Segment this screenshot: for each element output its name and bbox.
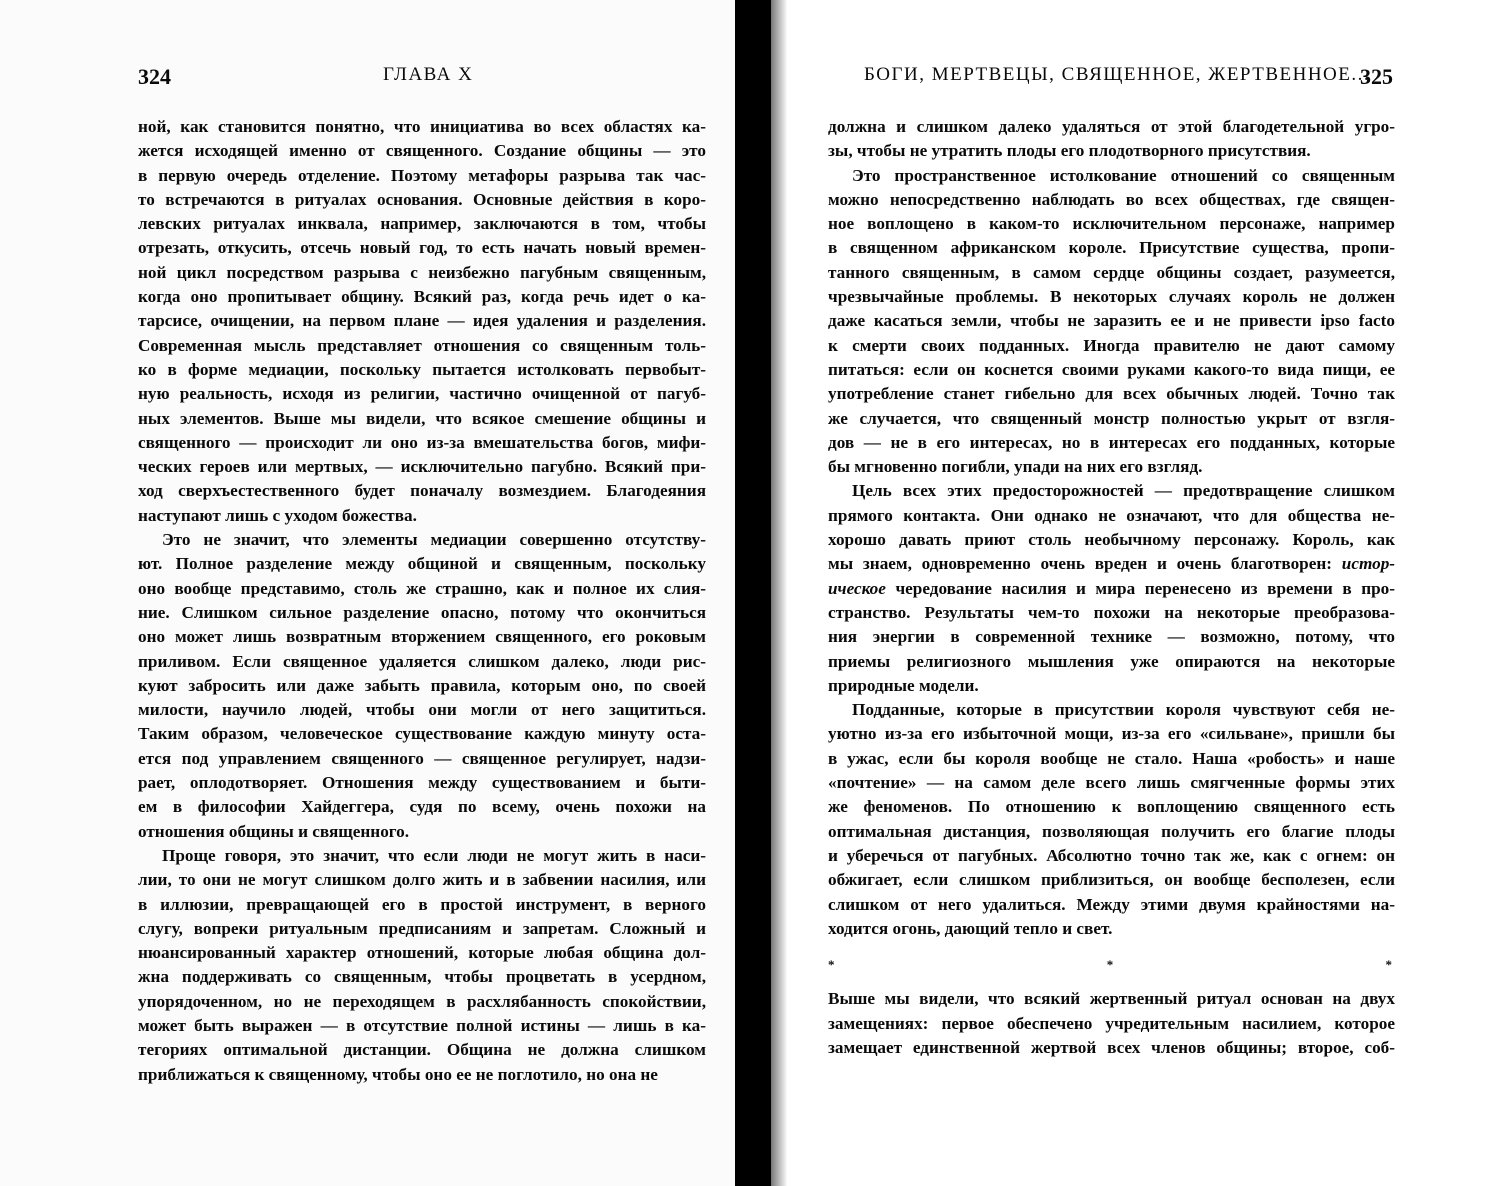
right-page	[752, 0, 1504, 1186]
text-line: приближаться к священному, чтобы оно ее не поглотило, но она не	[138, 1064, 658, 1084]
text-line: же феноменов. По отношению к воплощению священного есть	[828, 797, 1395, 817]
text-line: наступают лишь с уходом божества.	[138, 505, 417, 525]
text-line: Это пространственное истолкование отношений со священным	[852, 165, 1395, 185]
text-line: Подданные, которые в присутствии короля чувствуют себя не-	[852, 700, 1395, 720]
text-line: ную реальность, исходя из религии, частично очищенной от пагуб-	[138, 384, 706, 404]
right-page-text	[828, 115, 1395, 1060]
text-line: слугу, вопреки ритуальным предписаниям и запретам. Сложный и	[138, 918, 706, 938]
text-line: зы, чтобы не утратить плоды его плодотворного присутствия.	[828, 141, 1311, 161]
text-line: можно непосредственно наблюдать во всех обществах, где священ-	[828, 189, 1395, 209]
text-line: природные модели.	[828, 675, 979, 695]
text-line: и уберечься от пагубных. Абсолютно точно так же, как с огнем: он	[828, 845, 1395, 865]
text-line: к смерти своих подданных. Иногда правителю не дают самому	[828, 335, 1395, 355]
text-line: должна и слишком далеко удаляться от этой благодетельной угро-	[828, 117, 1395, 136]
text-line: уютно из-за его избыточной мощи, из-за его «сильване», пришли бы	[828, 724, 1395, 744]
text-line: обжигает, если слишком приблизиться, он вообще бесполезен, если	[828, 870, 1395, 890]
text-line: Выше мы видели, что всякий жертвенный ритуал основан на двух	[828, 989, 1395, 1009]
italic-word-cont: ическое	[828, 578, 886, 598]
text-line: ных элементов. Выше мы видели, что всякое смешение общины и	[138, 408, 706, 428]
text-line: чрезвычайные проблемы. В некоторых случаях король не должен	[828, 287, 1395, 307]
text-line: ния энергии в современной технике — возможно, потому, что	[828, 627, 1395, 647]
text-line: дов — не в его интересах, но в интересах его подданных, которые	[828, 432, 1395, 452]
text-line: отношения общины и священного.	[138, 821, 410, 841]
text-line: Цель всех этих предосторожностей — предотвращение слишком	[852, 481, 1395, 501]
text-line: приливом. Если священное удаляется слишком далеко, люди рис-	[138, 651, 706, 671]
text-line	[828, 552, 1395, 576]
text-line: слишком от него удалиться. Между этими двумя крайностями на-	[828, 894, 1395, 914]
text-line: Таким образом, человеческое существование каждую минуту оста-	[138, 724, 706, 744]
text-line: упорядоченном, но не переходящем в расхлябанность спокойствии,	[138, 991, 706, 1011]
text-line: ной цикл посредством разрыва с неизбежно пагубным священным,	[138, 262, 706, 282]
text-line: замещает единственной жертвой всех членов общины; второе, соб-	[828, 1037, 1395, 1057]
text-line: в священном африканском короле. Присутствие существа, пропи-	[828, 238, 1395, 258]
text-line: танного священным, в самом сердце общины создает, разумеется,	[828, 262, 1395, 282]
text-line: оно вообще представимо, столь же страшно, как и полное их слия-	[138, 578, 706, 598]
text-line: странство. Результаты чем-то похожи на некоторые преобразова-	[828, 602, 1395, 622]
text-line: ное воплощено в каком-то исключительном персонаже, например	[828, 214, 1395, 234]
left-page-number: 324	[138, 64, 171, 89]
text-line: в первую очередь отделение. Поэтому метафоры разрыва так час-	[138, 165, 706, 185]
text-line: ходится огонь, дающий тепло и свет.	[828, 918, 1113, 938]
text-line: тарсисе, очищении, на первом плане — идея удаления и разделения.	[138, 311, 706, 331]
text-line: прямого контакта. Они однако не означают, что для общества не-	[828, 505, 1395, 525]
text-line: ко в форме медиации, поскольку пытается истолковать первобыт-	[138, 359, 706, 379]
text-line: хорошо давать приют столь необычному персонажу. Король, как	[828, 530, 1395, 550]
text-line: рает, оплодотворяет. Отношения между существованием и быти-	[138, 773, 706, 793]
section-break: * * *	[828, 957, 1395, 973]
text-line: ем в философии Хайдеггера, судя по всему, очень похожи на	[138, 797, 706, 817]
italic-word: истор-	[1341, 554, 1396, 574]
text-line: ход сверхъестественного будет поначалу возмездием. Благодеяния	[138, 481, 706, 501]
text-line-part: чередование насилия и мира перенесено из времени в про-	[895, 578, 1395, 598]
text-line: употребление станет гибельно для всех обычных людей. Точно так	[828, 384, 1395, 404]
text-line: Проще говоря, это значит, что если люди не могут жить в наси-	[162, 845, 706, 865]
text-line: оно может лишь возвратным вторжением священного, его роковым	[138, 627, 706, 647]
text-line: бы мгновенно погибли, упади на них его взгляд.	[828, 457, 1203, 477]
text-line: нюансированный характер отношений, которые любая община дол-	[138, 943, 706, 963]
text-line: жется исходящей именно от священного. Создание общины — это	[138, 141, 706, 161]
text-line: священного — происходит ли оно из-за вмешательства богов, мифи-	[138, 432, 706, 452]
text-line: приемы религиозного мышления уже опираются на некоторые	[828, 651, 1395, 671]
right-page-number: 325	[1360, 64, 1393, 89]
text-line: отрезать, откусить, отсечь новый год, то есть начать новый времен-	[138, 238, 706, 258]
text-line: Это не значит, что элементы медиации совершенно отсутству-	[162, 530, 706, 550]
text-line: питаться: если он коснется своими руками какого-то вида пищи, ее	[828, 359, 1395, 379]
text-line: милости, научило людей, чтобы они могли от него защититься.	[138, 700, 706, 720]
text-line: куют забросить или даже забыть правила, которым оно, по своей	[138, 675, 706, 695]
text-line: ют. Полное разделение между общиной и священным, поскольку	[138, 554, 706, 574]
left-page-text	[138, 115, 706, 1087]
text-line	[828, 577, 1395, 601]
text-line: ной, как становится понятно, что инициатива во всех областях ка-	[138, 117, 706, 136]
text-line: «почтение» — на самом деле всего лишь смягченные формы этих	[828, 773, 1395, 793]
text-line: ние. Слишком сильное разделение опасно, потому что окончиться	[138, 602, 706, 622]
text-line: замещениях: первое обеспечено учредительным насилием, которое	[828, 1013, 1395, 1033]
text-line: даже касаться земли, чтобы не заразить ее и не привести ipso facto	[828, 311, 1395, 331]
text-line: Современная мысль представляет отношения со священным толь-	[138, 335, 706, 355]
text-line: в иллюзии, превращающей его в простой инструмент, в верного	[138, 894, 706, 914]
text-line: ется под управлением священного — священное регулирует, надзи-	[138, 748, 706, 768]
text-line: в ужас, если бы короля вообще не стало. Наша «робость» и наше	[828, 748, 1395, 768]
text-line: оптимальная дистанция, позволяющая получить его благие плоды	[828, 821, 1395, 841]
text-line: ческих героев или мертвых, — исключительно пагубно. Всякий при-	[138, 457, 706, 477]
text-line: лии, то они не могут слишком долго жить и в забвении насилия, или	[138, 870, 706, 890]
text-line: то встречаются в ритуалах основания. Основные действия в коро-	[138, 189, 706, 209]
text-line-part: мы знаем, одновременно очень вреден и очень благотворен:	[828, 554, 1332, 574]
text-line: же случается, что священный монстр полностью укрыт от взгля-	[828, 408, 1395, 428]
text-line: тегориях оптимальной дистанции. Община не должна слишком	[138, 1040, 706, 1060]
text-line: левских ритуалах инквала, например, заключаются в том, чтобы	[138, 214, 706, 234]
text-line: когда оно пропитывает общину. Всякий раз, когда речь идет о ка-	[138, 287, 706, 307]
right-running-head: БОГИ, МЕРТВЕЦЫ, СВЯЩЕННОЕ, ЖЕРТВЕННОЕ...	[864, 64, 1371, 85]
text-line: жна поддерживать со священным, чтобы процветать в усердном,	[138, 967, 706, 987]
left-running-head: ГЛАВА X	[383, 64, 474, 85]
text-line: может быть выражен — в отсутствие полной истины — лишь в ка-	[138, 1015, 706, 1035]
